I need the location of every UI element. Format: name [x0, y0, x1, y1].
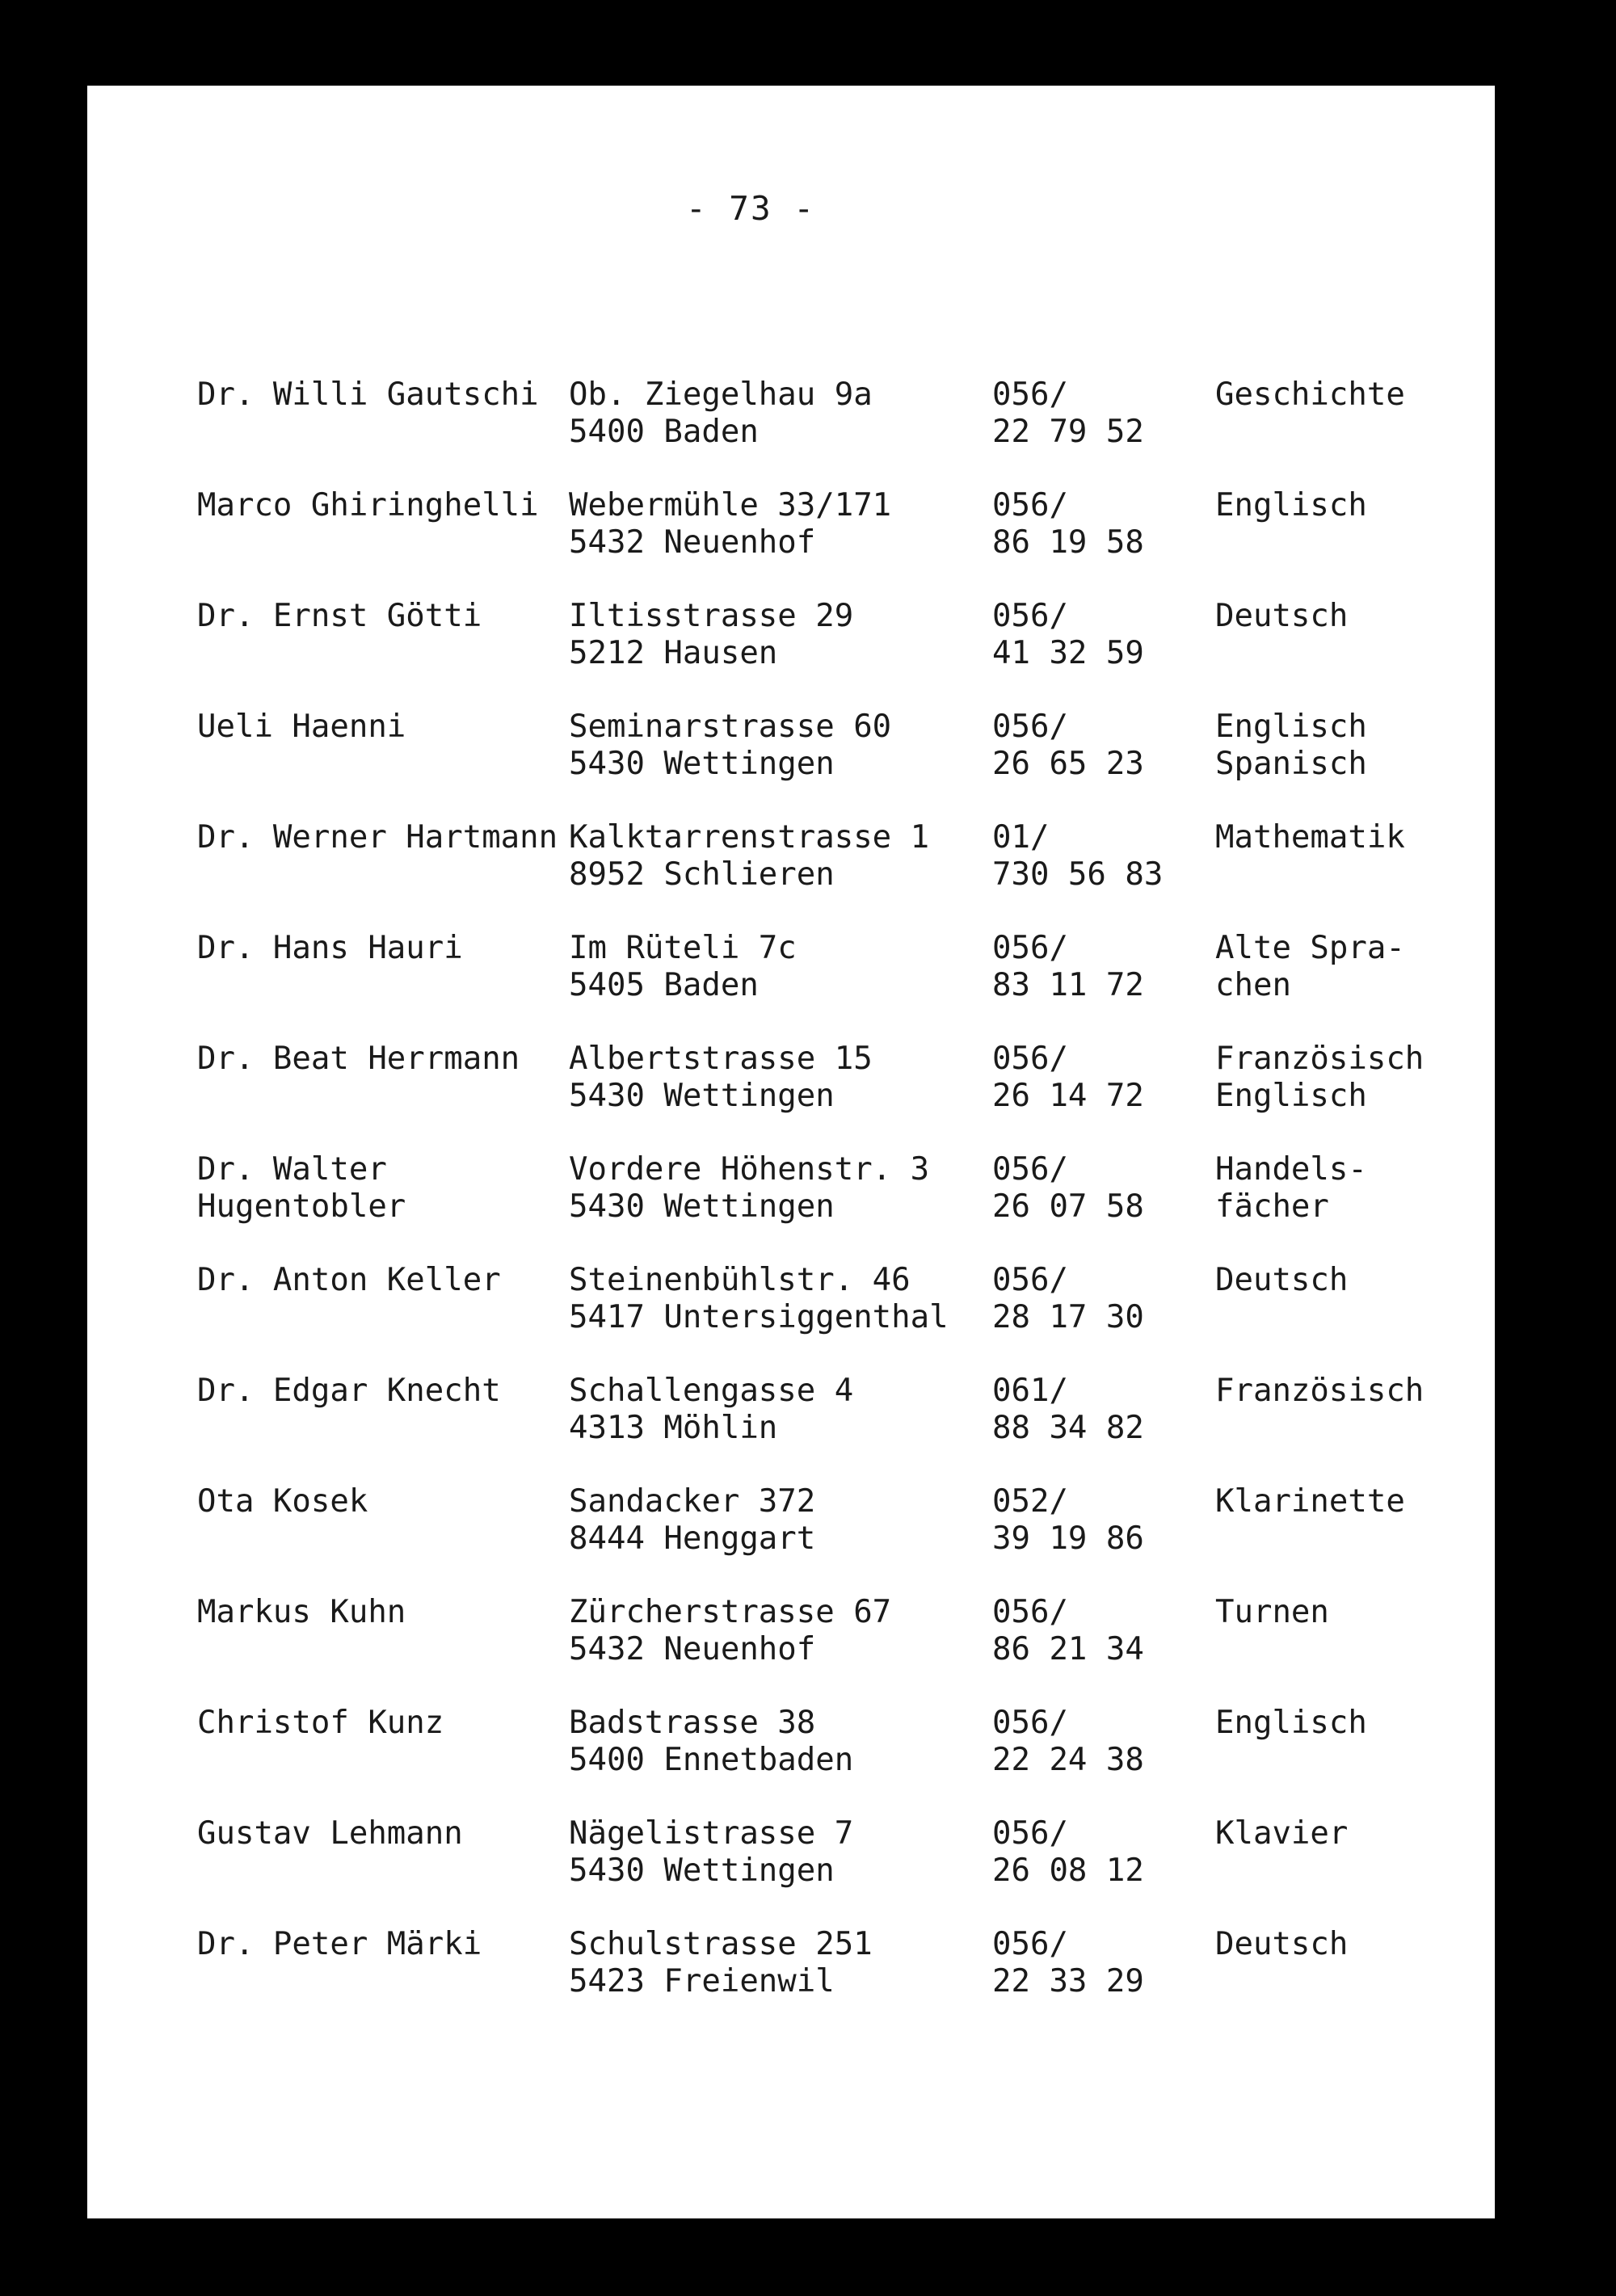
teacher-phone	[992, 1373, 1144, 1447]
teacher-name-line: Dr. Werner Hartmann	[197, 819, 558, 856]
teacher-name	[197, 930, 463, 967]
teacher-name	[197, 487, 539, 524]
teacher-phone	[992, 1262, 1144, 1336]
teacher-address	[569, 1041, 873, 1115]
teacher-name-line: Gustav Lehmann	[197, 1815, 463, 1852]
teacher-phone-line: 052/	[992, 1483, 1068, 1520]
teacher-name	[197, 1926, 482, 1963]
teacher-name-line: Dr. Willi Gautschi	[197, 376, 539, 413]
list-item	[197, 709, 1458, 819]
teacher-name	[197, 819, 558, 856]
teacher-name	[197, 1815, 463, 1852]
teacher-name	[197, 598, 482, 635]
teacher-name-line: Dr. Beat Herrmann	[197, 1041, 520, 1077]
teacher-address-line: Seminarstrasse 60	[569, 709, 892, 745]
teacher-phone-line: 86 21 34	[992, 1631, 1144, 1667]
teacher-subject-line: chen	[1215, 967, 1291, 1003]
teacher-phone-line: 22 24 38	[992, 1742, 1144, 1778]
teacher-phone-line: 26 07 58	[992, 1188, 1144, 1225]
document-page	[87, 86, 1495, 2218]
teacher-phone-line: 88 34 82	[992, 1410, 1144, 1446]
teacher-address-line: Badstrasse 38	[569, 1705, 816, 1741]
teacher-subject-line: Deutsch	[1215, 598, 1349, 634]
teacher-phone	[992, 1815, 1144, 1890]
teacher-subject	[1215, 1483, 1405, 1520]
teacher-phone-line: 22 79 52	[992, 414, 1144, 450]
teacher-phone-line: 83 11 72	[992, 967, 1144, 1003]
teacher-subject	[1215, 1815, 1348, 1852]
teacher-subject	[1215, 1705, 1367, 1742]
list-item	[197, 1815, 1458, 1926]
teacher-address-line: 5430 Wettingen	[569, 1188, 835, 1225]
teacher-phone	[992, 1926, 1144, 2000]
teacher-phone-line: 28 17 30	[992, 1299, 1144, 1335]
teacher-name	[197, 709, 406, 746]
teacher-subject	[1215, 487, 1367, 524]
teacher-subject	[1215, 1262, 1348, 1299]
teacher-phone	[992, 1151, 1144, 1226]
teacher-subject-line: Französisch	[1215, 1373, 1425, 1409]
teacher-name-line: Dr. Walter	[197, 1151, 387, 1188]
teacher-address	[569, 1705, 853, 1779]
teacher-phone	[992, 709, 1144, 783]
teacher-name-line: Ueli Haenni	[197, 709, 406, 745]
teacher-address-line: Ob. Ziegelhau 9a	[569, 376, 873, 413]
teacher-name-line: Dr. Peter Märki	[197, 1926, 482, 1962]
teacher-address	[569, 819, 929, 894]
teacher-phone-line: 86 19 58	[992, 524, 1144, 561]
teacher-address-line: Vordere Höhenstr. 3	[569, 1151, 930, 1188]
teacher-phone	[992, 1041, 1144, 1115]
teacher-address	[569, 1815, 853, 1890]
teacher-phone-line: 056/	[992, 1815, 1068, 1852]
teacher-name-line: Markus Kuhn	[197, 1594, 406, 1630]
teacher-address	[569, 487, 891, 561]
teacher-phone	[992, 930, 1144, 1004]
teacher-name	[197, 1705, 444, 1742]
teacher-phone-line: 26 65 23	[992, 746, 1144, 782]
page-number: - 73 -	[685, 189, 816, 228]
teacher-name	[197, 1594, 406, 1631]
teacher-name	[197, 1483, 368, 1520]
teacher-subject-line: Klarinette	[1215, 1483, 1405, 1520]
teacher-address-line: Im Rüteli 7c	[569, 930, 797, 966]
list-item	[197, 1041, 1458, 1151]
teacher-address-line: 5212 Hausen	[569, 635, 778, 671]
teacher-subject-line: Handels-	[1215, 1151, 1367, 1188]
teacher-phone-line: 056/	[992, 1041, 1068, 1077]
list-item	[197, 598, 1458, 709]
teacher-address-line: Webermühle 33/171	[569, 487, 892, 524]
teacher-address-line: 5430 Wettingen	[569, 1852, 835, 1889]
teacher-phone	[992, 598, 1144, 672]
list-item	[197, 1151, 1458, 1262]
teacher-phone-line: 056/	[992, 709, 1068, 745]
teacher-name-line: Hugentobler	[197, 1188, 406, 1225]
teacher-phone-line: 061/	[992, 1373, 1068, 1409]
teacher-address-line: 5400 Baden	[569, 414, 759, 450]
teacher-subject	[1215, 1151, 1367, 1226]
teacher-phone	[992, 1483, 1144, 1558]
teacher-subject-line: Deutsch	[1215, 1926, 1349, 1962]
teacher-phone-line: 056/	[992, 1705, 1068, 1741]
teacher-address-line: 5405 Baden	[569, 967, 759, 1003]
teacher-address-line: 5432 Neuenhof	[569, 524, 816, 561]
teacher-phone-line: 22 33 29	[992, 1963, 1144, 2000]
teacher-list	[197, 376, 1458, 2037]
teacher-address-line: 5430 Wettingen	[569, 1078, 835, 1114]
teacher-subject	[1215, 819, 1405, 856]
teacher-address	[569, 1262, 949, 1336]
teacher-subject-line: Mathematik	[1215, 819, 1405, 856]
teacher-address-line: Iltisstrasse 29	[569, 598, 854, 634]
teacher-subject-line: Englisch	[1215, 1078, 1367, 1114]
list-item	[197, 487, 1458, 598]
teacher-phone	[992, 1705, 1144, 1779]
teacher-phone-line: 056/	[992, 1594, 1068, 1630]
teacher-phone-line: 730 56 83	[992, 856, 1164, 893]
teacher-address-line: 5400 Ennetbaden	[569, 1742, 854, 1778]
teacher-subject	[1215, 1926, 1348, 1963]
teacher-name	[197, 1041, 520, 1078]
teacher-address-line: 5417 Untersiggenthal	[569, 1299, 949, 1335]
list-item	[197, 930, 1458, 1041]
teacher-name	[197, 1151, 406, 1226]
list-item	[197, 1594, 1458, 1705]
list-item	[197, 1483, 1458, 1594]
teacher-address-line: Nägelistrasse 7	[569, 1815, 854, 1852]
teacher-address	[569, 1926, 873, 2000]
teacher-phone-line: 26 14 72	[992, 1078, 1144, 1114]
teacher-address	[569, 930, 797, 1004]
teacher-subject	[1215, 930, 1405, 1004]
list-item	[197, 819, 1458, 930]
teacher-subject	[1215, 598, 1348, 635]
teacher-address	[569, 598, 853, 672]
teacher-address-line: 8444 Henggart	[569, 1520, 816, 1557]
teacher-phone-line: 26 08 12	[992, 1852, 1144, 1889]
teacher-phone-line: 056/	[992, 930, 1068, 966]
teacher-phone-line: 056/	[992, 376, 1068, 413]
teacher-name-line: Marco Ghiringhelli	[197, 487, 539, 524]
teacher-subject	[1215, 376, 1405, 414]
teacher-address	[569, 1373, 853, 1447]
list-item	[197, 1373, 1458, 1483]
teacher-name-line: Dr. Hans Hauri	[197, 930, 463, 966]
teacher-subject-line: Englisch	[1215, 487, 1367, 524]
list-item	[197, 376, 1458, 487]
teacher-address	[569, 376, 873, 451]
teacher-address-line: Schallengasse 4	[569, 1373, 854, 1409]
teacher-name-line: Ota Kosek	[197, 1483, 368, 1520]
teacher-phone	[992, 1594, 1144, 1668]
teacher-name-line: Dr. Anton Keller	[197, 1262, 501, 1298]
teacher-address-line: Steinenbühlstr. 46	[569, 1262, 911, 1298]
teacher-address	[569, 1151, 929, 1226]
teacher-subject-line: Englisch	[1215, 709, 1367, 745]
teacher-subject-line: Englisch	[1215, 1705, 1367, 1741]
list-item	[197, 1262, 1458, 1373]
teacher-subject-line: Klavier	[1215, 1815, 1349, 1852]
list-item	[197, 1926, 1458, 2037]
teacher-phone	[992, 487, 1144, 561]
teacher-phone-line: 056/	[992, 1151, 1068, 1188]
teacher-phone-line: 01/	[992, 819, 1050, 856]
teacher-phone-line: 056/	[992, 1262, 1068, 1298]
teacher-name	[197, 1262, 501, 1299]
teacher-address-line: 4313 Möhlin	[569, 1410, 778, 1446]
teacher-address-line: 5423 Freienwil	[569, 1963, 835, 2000]
teacher-subject-line: fächer	[1215, 1188, 1329, 1225]
teacher-address-line: 5430 Wettingen	[569, 746, 835, 782]
teacher-subject	[1215, 1594, 1329, 1631]
teacher-subject-line: Turnen	[1215, 1594, 1329, 1630]
teacher-subject-line: Geschichte	[1215, 376, 1405, 413]
teacher-name-line: Dr. Ernst Götti	[197, 598, 482, 634]
teacher-subject-line: Spanisch	[1215, 746, 1367, 782]
teacher-name-line: Christof Kunz	[197, 1705, 444, 1741]
teacher-address-line: 5432 Neuenhof	[569, 1631, 816, 1667]
teacher-phone-line: 056/	[992, 598, 1068, 634]
teacher-name	[197, 1373, 501, 1410]
teacher-address	[569, 1594, 891, 1668]
list-item	[197, 1705, 1458, 1815]
teacher-address-line: Schulstrasse 251	[569, 1926, 873, 1962]
teacher-subject-line: Französisch	[1215, 1041, 1425, 1077]
teacher-phone-line: 39 19 86	[992, 1520, 1144, 1557]
teacher-phone	[992, 376, 1144, 451]
teacher-name	[197, 376, 539, 414]
teacher-address	[569, 709, 891, 783]
teacher-subject	[1215, 709, 1367, 783]
teacher-subject-line: Deutsch	[1215, 1262, 1349, 1298]
teacher-phone	[992, 819, 1163, 894]
teacher-subject	[1215, 1373, 1424, 1410]
teacher-address-line: 8952 Schlieren	[569, 856, 835, 893]
teacher-address-line: Zürcherstrasse 67	[569, 1594, 892, 1630]
teacher-name-line: Dr. Edgar Knecht	[197, 1373, 501, 1409]
teacher-address	[569, 1483, 815, 1558]
teacher-subject	[1215, 1041, 1424, 1115]
teacher-phone-line: 056/	[992, 1926, 1068, 1962]
teacher-subject-line: Alte Spra-	[1215, 930, 1405, 966]
teacher-phone-line: 41 32 59	[992, 635, 1144, 671]
teacher-address-line: Kalktarrenstrasse 1	[569, 819, 930, 856]
teacher-address-line: Sandacker 372	[569, 1483, 816, 1520]
teacher-address-line: Albertstrasse 15	[569, 1041, 873, 1077]
teacher-phone-line: 056/	[992, 487, 1068, 524]
